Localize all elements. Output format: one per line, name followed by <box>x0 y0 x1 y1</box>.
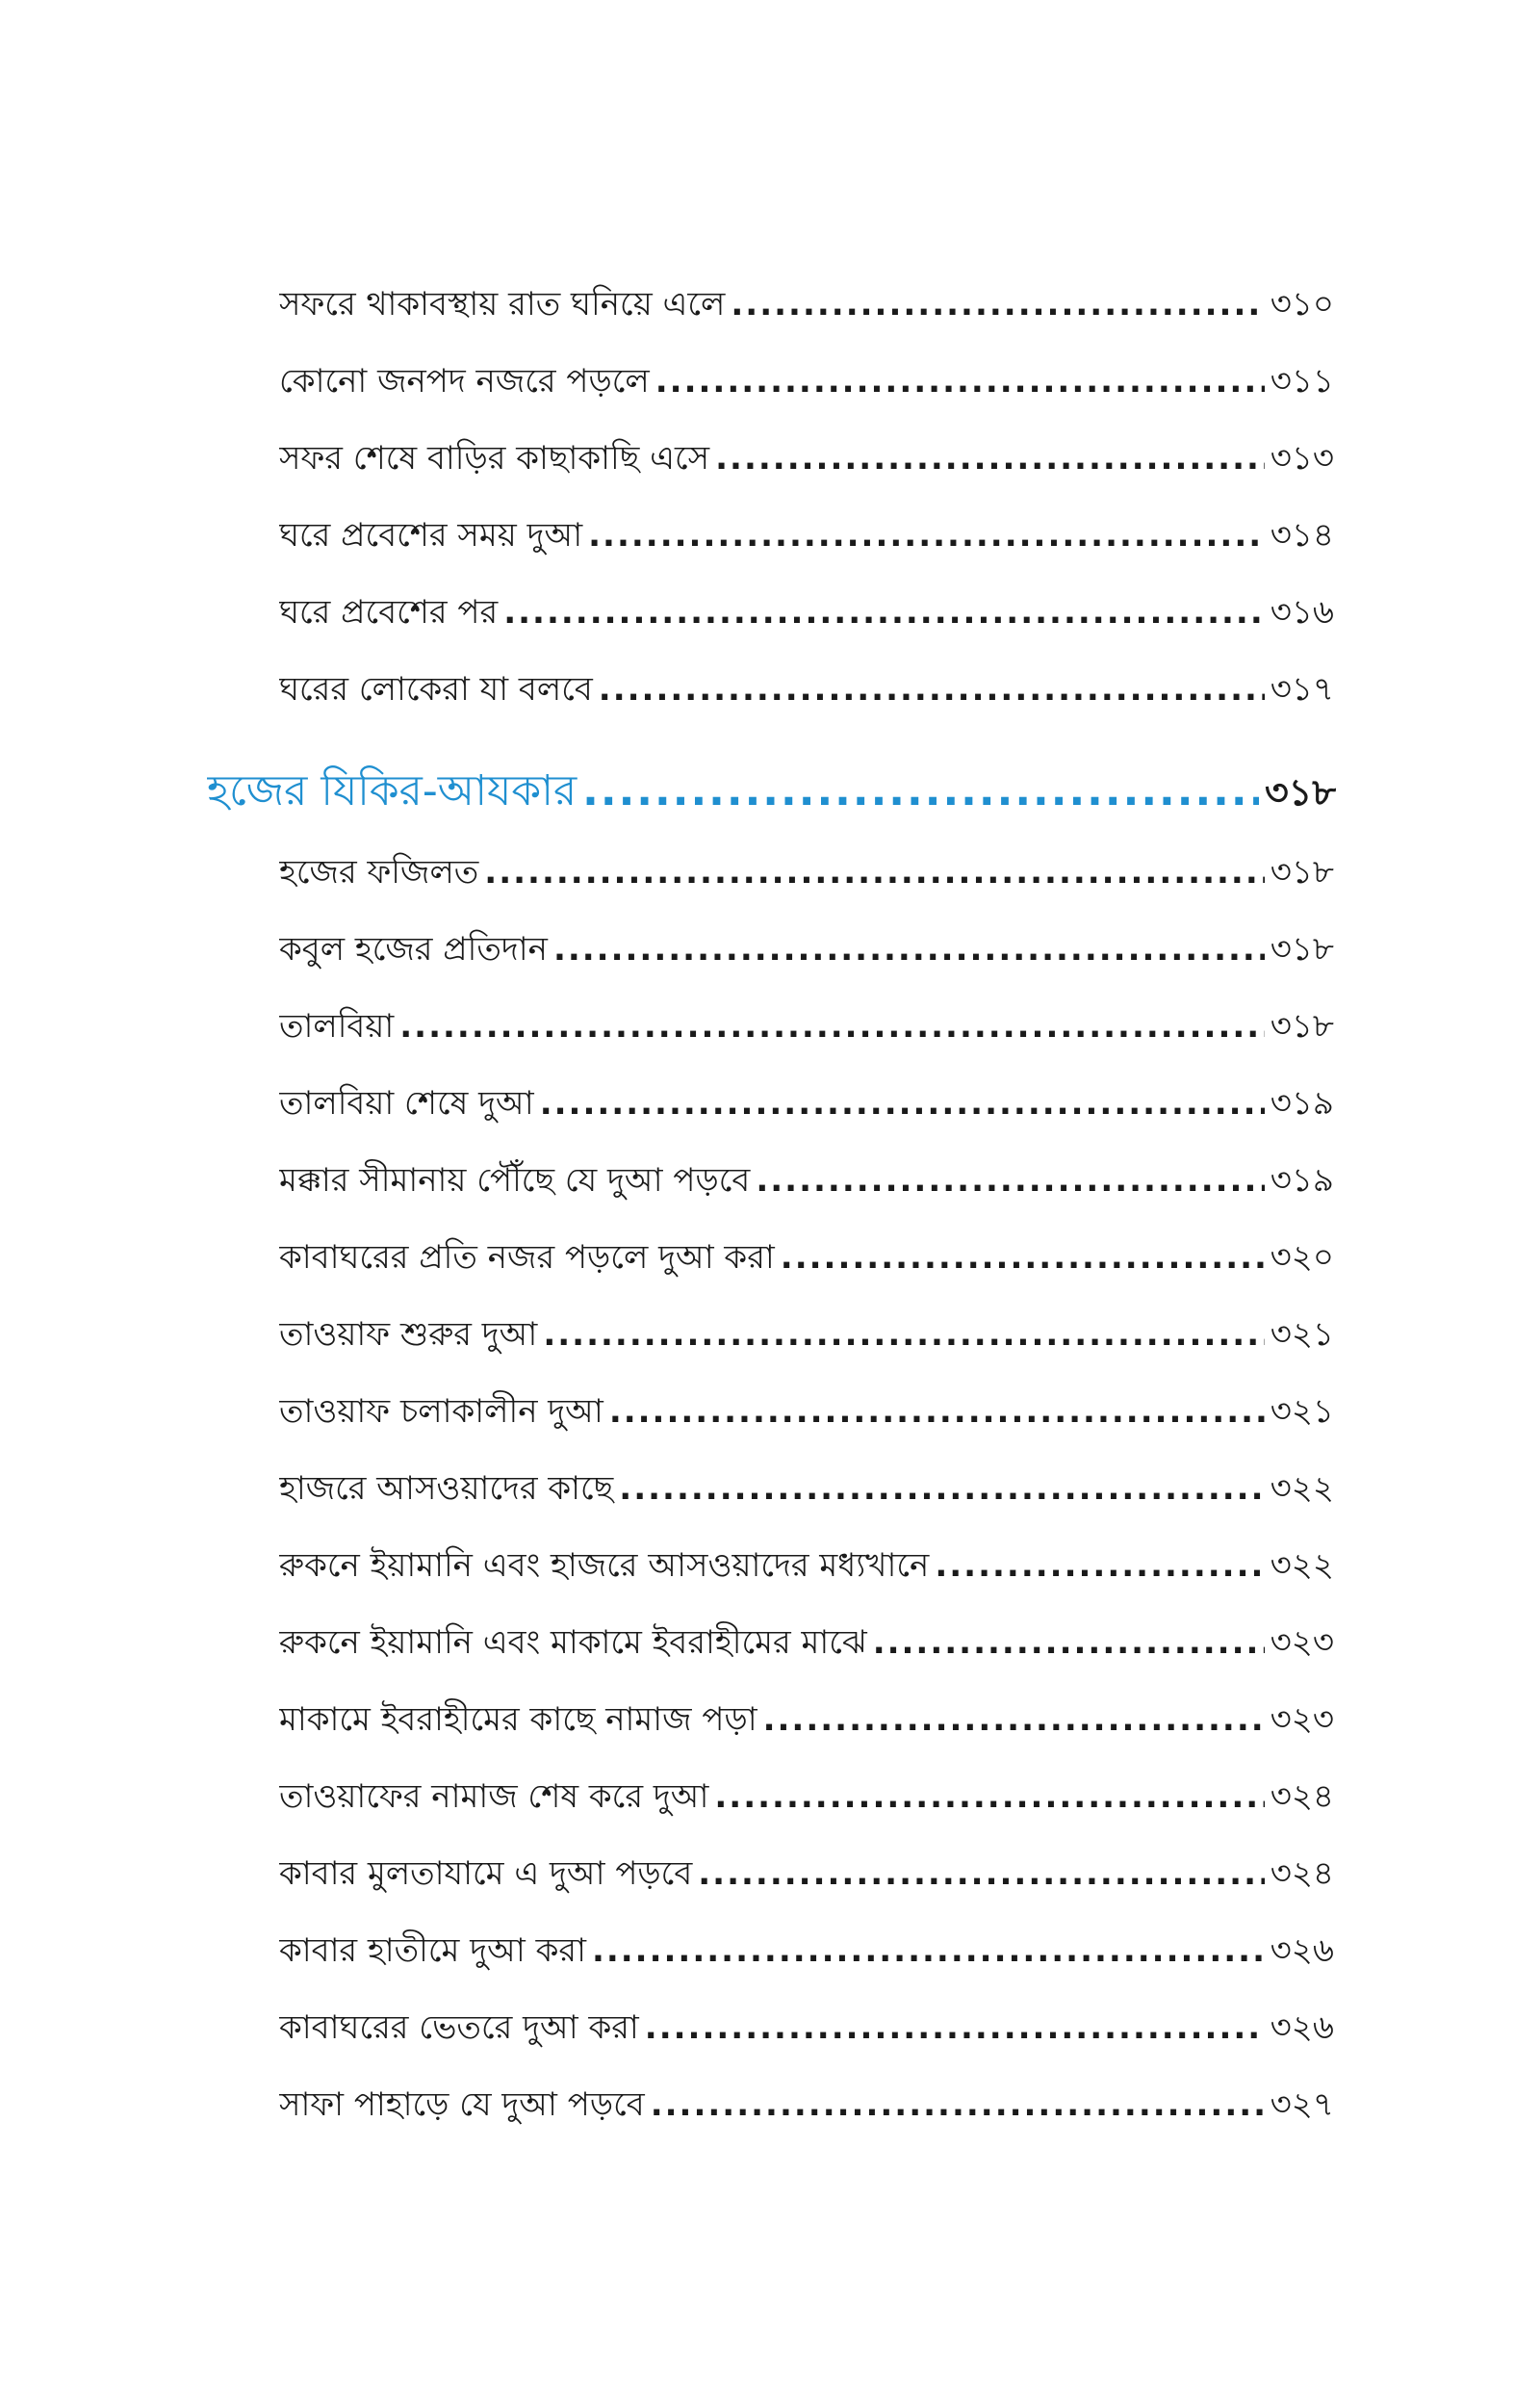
toc-entry-page: ৩২৬ <box>1270 2008 1334 2047</box>
toc-entry[interactable] <box>279 351 1334 411</box>
toc-entry-title: সফর শেষে বাড়ির কাছাকাছি এসে <box>279 439 710 478</box>
dot-leader <box>543 1305 1264 1364</box>
toc-entry-title: কাবার হাতীমে দুআ করা <box>279 1931 586 1970</box>
toc-entry-page: ৩১৯ <box>1270 1084 1334 1123</box>
toc-entry[interactable] <box>279 2075 1334 2135</box>
dot-leader <box>651 2075 1265 2135</box>
toc-entry-page: ৩২৪ <box>1270 1854 1334 1893</box>
toc-entry-title: ঘরে প্রবেশের সময় দুআ <box>279 516 583 555</box>
dot-leader <box>731 274 1264 334</box>
toc-entry[interactable] <box>279 1536 1334 1595</box>
toc-entry[interactable] <box>279 1305 1334 1364</box>
toc-entry-page: ৩১১ <box>1270 362 1334 401</box>
toc-entry-title: কাবাঘরের ভেতরে দুআ করা <box>279 2008 639 2047</box>
toc-entry[interactable] <box>279 274 1334 334</box>
toc-entry-title: কাবাঘরের প্রতি নজর পড়লে দুআ করা <box>279 1238 775 1277</box>
toc-entry-page: ৩১৭ <box>1270 670 1334 709</box>
toc-entry-title: তালবিয়া শেষে দুআ <box>279 1084 534 1123</box>
toc-entry-title: কোনো জনপদ নজরে পড়লে <box>279 362 650 401</box>
toc-entry-title: কাবার মুলতাযামে এ দুআ পড়বে <box>279 1854 693 1893</box>
toc-entry[interactable] <box>279 1459 1334 1518</box>
toc-entry-page: ৩১৪ <box>1270 516 1334 555</box>
toc-entry-page: ৩২১ <box>1270 1392 1334 1431</box>
toc-entry[interactable] <box>279 919 1334 979</box>
dot-leader <box>588 505 1265 565</box>
toc-entry-page: ৩২৩ <box>1270 1623 1334 1662</box>
toc-entry[interactable] <box>279 1998 1334 2057</box>
dot-leader <box>599 660 1265 719</box>
toc-entry[interactable] <box>279 582 1334 642</box>
dot-leader <box>781 1228 1265 1287</box>
dot-leader <box>698 1844 1264 1903</box>
toc-entry-title: তাওয়াফের নামাজ শেষ করে দুআ <box>279 1777 709 1816</box>
toc-entry-title: রুকনে ইয়ামানি এবং মাকামে ইবরাহীমের মাঝে <box>279 1623 867 1662</box>
toc-entry-title: মাকামে ইবরাহীমের কাছে নামাজ পড়া <box>279 1700 757 1739</box>
dot-leader <box>540 1074 1265 1133</box>
toc-entry[interactable] <box>279 1767 1334 1826</box>
toc-entry[interactable] <box>279 505 1334 565</box>
dot-leader <box>715 428 1265 488</box>
toc-entry-page: ৩১৮ <box>1270 930 1334 969</box>
toc-entry-title: হজের ফজিলত <box>279 853 479 892</box>
toc-entry-page: ৩২০ <box>1270 1238 1334 1277</box>
toc-section-title: হজের যিকির-আযকার <box>207 766 578 815</box>
toc-entry-title: মক্কার সীমানায় পৌঁছে যে দুআ পড়বে <box>279 1161 751 1200</box>
toc-section-page: ৩১৮ <box>1264 771 1336 814</box>
toc-entry[interactable] <box>279 1151 1334 1210</box>
toc-entry[interactable] <box>279 1228 1334 1287</box>
toc-entry-page: ৩১৮ <box>1270 853 1334 892</box>
toc-entry-page: ৩১০ <box>1270 285 1334 324</box>
toc-entry-title: সফরে থাকাবস্থায় রাত ঘনিয়ে এলে <box>279 285 726 324</box>
toc-entry[interactable] <box>279 660 1334 719</box>
toc-entry-page: ৩১৮ <box>1270 1007 1334 1046</box>
dot-leader <box>935 1536 1264 1595</box>
toc-entry[interactable] <box>279 842 1334 902</box>
dot-leader <box>756 1151 1264 1210</box>
dot-leader <box>609 1382 1265 1441</box>
toc-section-heading[interactable] <box>207 756 1336 827</box>
toc-entry[interactable] <box>279 1921 1334 1980</box>
toc-entry-page: ৩১৩ <box>1270 439 1334 478</box>
toc-entry-title: তাওয়াফ শুরুর দুআ <box>279 1315 538 1354</box>
dot-leader <box>553 919 1265 979</box>
toc-entry-title: ঘরের লোকেরা যা বলবে <box>279 670 593 709</box>
toc-entry-page: ৩২৭ <box>1270 2085 1334 2124</box>
dot-leader <box>503 582 1265 642</box>
toc-entry[interactable] <box>279 1690 1334 1749</box>
toc-entry[interactable] <box>279 428 1334 488</box>
toc-entry-page: ৩২১ <box>1270 1315 1334 1354</box>
toc-entry-page: ৩১৬ <box>1270 593 1334 632</box>
toc-entry-page: ৩২৬ <box>1270 1931 1334 1970</box>
dot-leader <box>619 1459 1264 1518</box>
dot-leader <box>645 1998 1265 2057</box>
toc-entry-title: কবুল হজের প্রতিদান <box>279 930 548 969</box>
toc-entry-title: হাজরে আসওয়াদের কাছে <box>279 1469 614 1508</box>
toc-entry-title: ঘরে প্রবেশের পর <box>279 593 499 632</box>
toc-entry-title: তালবিয়া <box>279 1007 395 1046</box>
toc-entry[interactable] <box>279 996 1334 1056</box>
dot-leader <box>763 1690 1265 1749</box>
dot-leader <box>582 756 1259 827</box>
toc-entry[interactable] <box>279 1382 1334 1441</box>
toc-entry-title: তাওয়াফ চলাকালীন দুআ <box>279 1392 603 1431</box>
toc-entry-page: ৩২৩ <box>1270 1700 1334 1739</box>
dot-leader <box>592 1921 1265 1980</box>
toc-entry-page: ৩১৯ <box>1270 1161 1334 1200</box>
toc-entry-title: সাফা পাহাড়ে যে দুআ পড়বে <box>279 2085 645 2124</box>
toc-entry-title: রুকনে ইয়ামানি এবং হাজরে আসওয়াদের মধ্যখানে <box>279 1546 930 1585</box>
toc-entry-page: ৩২৪ <box>1270 1777 1334 1816</box>
dot-leader <box>655 351 1265 411</box>
toc-entry[interactable] <box>279 1844 1334 1903</box>
toc-entry[interactable] <box>279 1613 1334 1672</box>
dot-leader <box>873 1613 1265 1672</box>
dot-leader <box>714 1767 1264 1826</box>
toc-entry-page: ৩২২ <box>1270 1469 1334 1508</box>
toc-entry[interactable] <box>279 1074 1334 1133</box>
toc-entry-page: ৩২২ <box>1270 1546 1334 1585</box>
dot-leader <box>484 842 1264 902</box>
dot-leader <box>399 996 1265 1056</box>
